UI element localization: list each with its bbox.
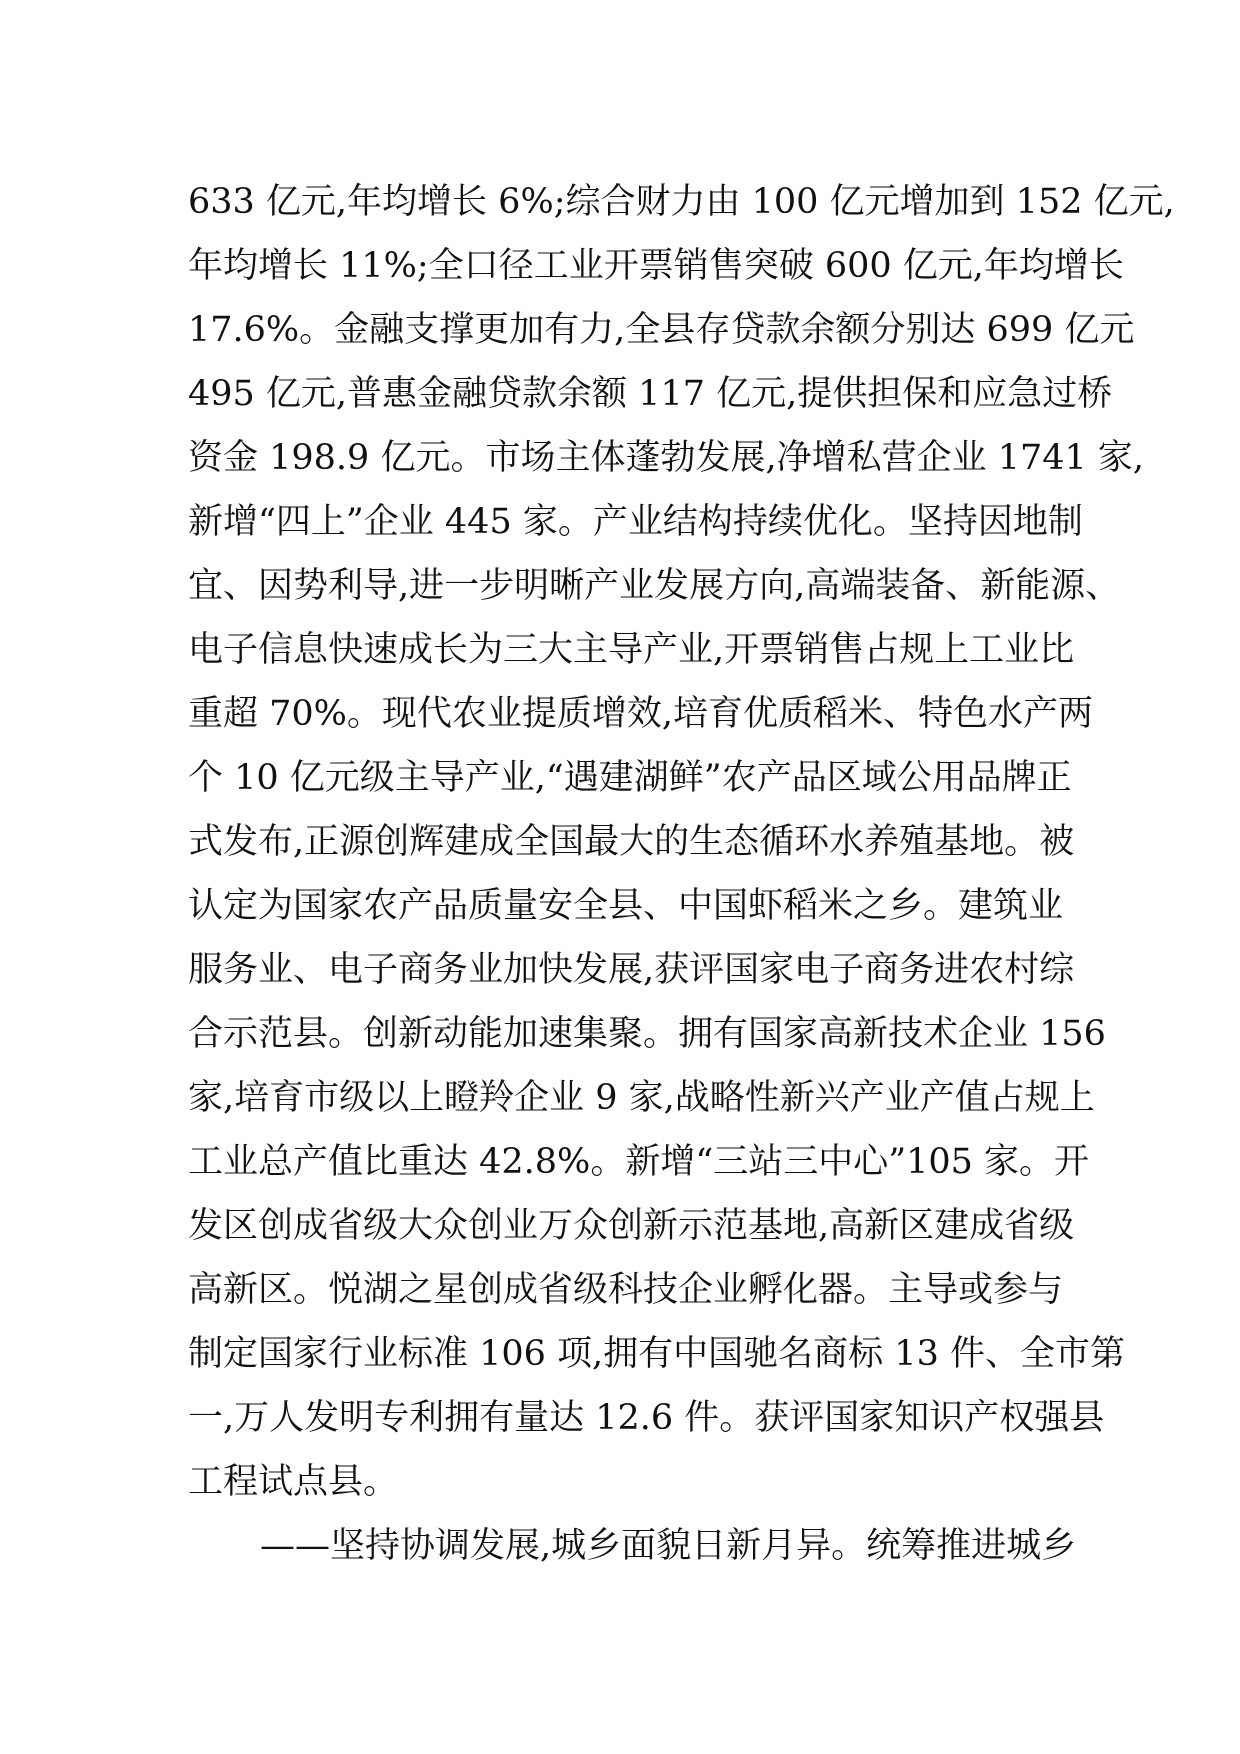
paragraph-start-line: ——坚持协调发展,城乡面貌日新月异。统筹推进城乡 [260, 1526, 1077, 1566]
text-line: 年均增长 11%;全口径工业开票销售突破 600 亿元,年均增长 [188, 246, 1124, 286]
text-line: 工程试点县。 [188, 1462, 399, 1502]
text-line: 新增“四上”企业 445 家。产业结构持续优化。坚持因地制 [188, 502, 1083, 542]
text-line: 重超 70%。现代农业提质增效,培育优质稻米、特色水产两 [188, 694, 1094, 734]
text-line: 发区创成省级大众创业万众创新示范基地,高新区建成省级 [188, 1206, 1075, 1246]
text-line: 服务业、电子商务业加快发展,获评国家电子商务进农村综 [188, 950, 1075, 990]
text-line: 电子信息快速成长为三大主导产业,开票销售占规上工业比 [188, 630, 1075, 670]
text-line: 一,万人发明专利拥有量达 12.6 件。获评国家知识产权强县 [188, 1398, 1105, 1438]
text-line: 制定国家行业标准 106 项,拥有中国驰名商标 13 件、全市第 [188, 1334, 1125, 1374]
text-line: 家,培育市级以上瞪羚企业 9 家,战略性新兴产业产值占规上 [188, 1078, 1095, 1118]
text-line: 个 10 亿元级主导产业,“遇建湖鲜”农产品区域公用品牌正 [188, 758, 1072, 798]
text-line: 工业总产值比重达 42.8%。新增“三站三中心”105 家。开 [188, 1142, 1090, 1182]
text-line: 式发布,正源创辉建成全国最大的生态循环水养殖基地。被 [188, 822, 1075, 862]
text-line: 宜、因势利导,进一步明晰产业发展方向,高端装备、新能源、 [188, 566, 1121, 606]
body-text [188, 170, 1175, 1578]
text-line: 资金 198.9 亿元。市场主体蓬勃发展,净增私营企业 1741 家, [188, 438, 1145, 478]
text-line: 认定为国家农产品质量安全县、中国虾稻米之乡。建筑业 [188, 886, 1064, 926]
text-line: 高新区。悦湖之星创成省级科技企业孵化器。主导或参与 [188, 1270, 1064, 1310]
text-line: 17.6%。金融支撑更加有力,全县存贷款余额分别达 699 亿元 [188, 310, 1135, 350]
text-line: 合示范县。创新动能加速集聚。拥有国家高新技术企业 156 [188, 1014, 1106, 1054]
text-line: 633 亿元,年均增长 6%;综合财力由 100 亿元增加到 152 亿元, [188, 182, 1175, 222]
text-line: 495 亿元,普惠金融贷款余额 117 亿元,提供担保和应急过桥 [188, 374, 1113, 414]
